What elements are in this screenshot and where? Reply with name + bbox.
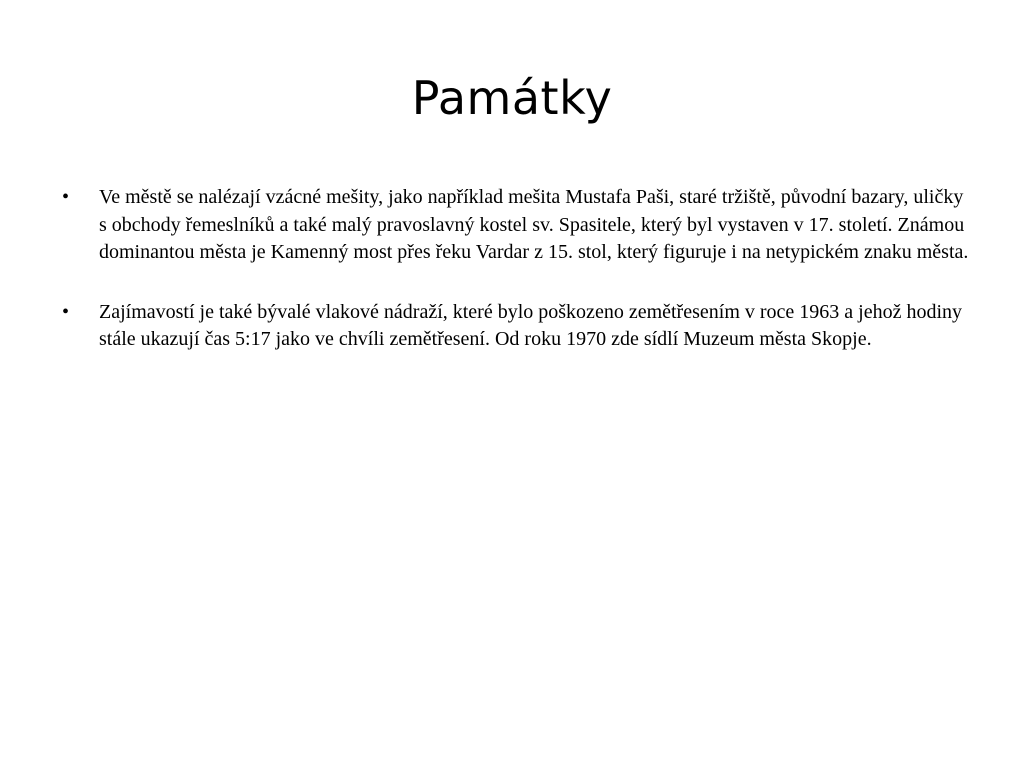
slide-title: Památky [411,71,613,125]
bullet-marker: • [62,186,70,208]
bullet-marker: • [62,300,70,323]
bullet-text: Zajímavostí je také bývalé vlakové nádraží, které bylo poškozeno zemětřesením v roce 1963 a jehož hodiny stále ukazují čas 5:17 jako ve chvíli zemětřesení. Od roku 1970 zde sídlí Muzeum města Skopje. [99,300,963,350]
bullet-list [62,184,972,386]
bullet-item [62,299,972,354]
bullet-item [62,184,972,267]
bullet-text: Ve městě se nalézají vzácné mešity, jako například mešita Mustafa Paši, staré tržiště, původní bazary, uličky s obchody řemeslníků a také malý pravoslavný kostel sv. Spasitele, který byl vystaven v 17. století. Známou dominantou města je Kamenný most přes řeku Vardar z 15. stol, který figuruje i na netypickém znaku města. [99,186,969,263]
